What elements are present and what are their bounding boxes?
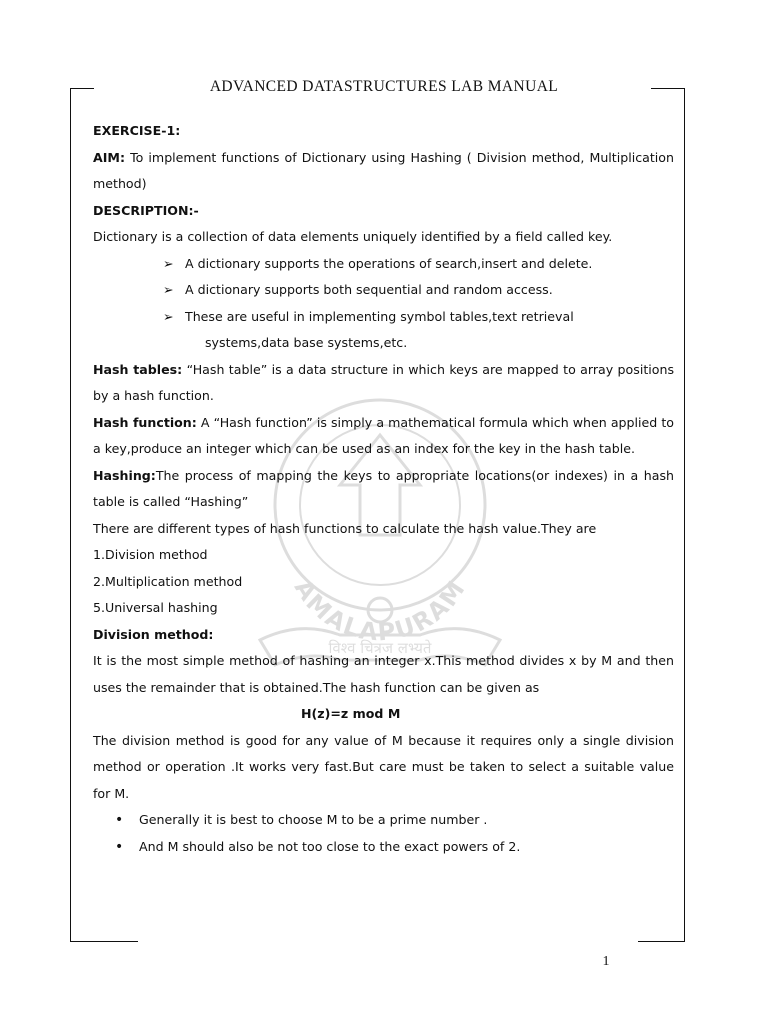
description-intro: Dictionary is a collection of data elements uniquely identified by a field called key. — [93, 229, 613, 244]
list-item-continuation: systems,data base systems,etc. — [205, 335, 408, 350]
division-method-explanation: The division method is good for any value of M because it requires only a single division method or operation .It works very fast.But care must be taken to select a suitable value for M. — [93, 732, 674, 801]
page-number: 1 — [602, 954, 610, 969]
frame-right — [684, 88, 685, 942]
bullet-icon: • — [115, 812, 124, 828]
list-item: • Generally it is best to choose M to be a prime number . — [93, 807, 674, 834]
watermark-city: AMALAPURAM — [288, 574, 472, 647]
arrow-bullet-icon: ➢ — [163, 282, 174, 297]
bullet-icon: • — [115, 838, 124, 855]
list-item: 5.Universal hashing — [93, 600, 218, 615]
hash-formula: H(z)=z mod M — [301, 706, 401, 721]
list-item: 2.Multiplication method — [93, 573, 243, 589]
list-item: 1.Division method — [93, 547, 208, 562]
division-method-heading: Division method: — [93, 626, 214, 642]
watermark-motto: विश्व चित्रज लभ्यते — [328, 639, 432, 657]
hash-tables-label: Hash tables: — [93, 361, 183, 377]
hash-function-paragraph: Hash function: A “Hash function” is simply a mathematical formula which when applied to a key,produce an integer which can be used as an index for the key in the hash table. — [93, 414, 674, 456]
list-item: ➢ A dictionary supports both sequential and random access. — [93, 277, 674, 304]
hash-function-label: Hash function: — [93, 414, 197, 430]
aim-label: AIM: — [93, 149, 126, 165]
arrow-bullet-icon: ➢ — [163, 255, 174, 271]
list-item: • And M should also be not too close to the exact powers of 2. — [93, 834, 674, 861]
arrow-bullet-icon: ➢ — [163, 308, 174, 324]
exercise-heading: EXERCISE-1: — [93, 123, 181, 138]
frame-bottom-right — [638, 941, 685, 942]
hashing-label: Hashing: — [93, 467, 156, 483]
document-body — [93, 118, 674, 860]
page-title: ADVANCED DATASTRUCTURES LAB MANUAL — [209, 78, 559, 95]
hash-tables-paragraph: Hash tables: “Hash table” is a data structure in which keys are mapped to array positions by a hash function. — [93, 361, 675, 403]
frame-bottom-left — [70, 941, 138, 942]
hashing-paragraph: Hashing:The process of mapping the keys to appropriate locations(or indexes) in a hash table is called “Hashing” — [93, 467, 674, 509]
aim-paragraph — [93, 145, 674, 198]
division-method-text: It is the most simple method of hashing an integer x.This method divides x by M and then uses the remainder that is obtained.The hash function can be given as — [93, 653, 674, 695]
types-intro: There are different types of hash functions to calculate the hash value.They are — [93, 520, 597, 536]
list-item: ➢ A dictionary supports the operations of search,insert and delete. — [93, 251, 674, 278]
frame-left — [70, 88, 71, 942]
list-item: ➢ These are useful in implementing symbol tables,text retrieval — [93, 304, 674, 331]
description-heading: DESCRIPTION:- — [93, 202, 199, 218]
aim-text: To implement functions of Dictionary using Hashing ( Division method, Multiplication method) — [93, 149, 674, 191]
